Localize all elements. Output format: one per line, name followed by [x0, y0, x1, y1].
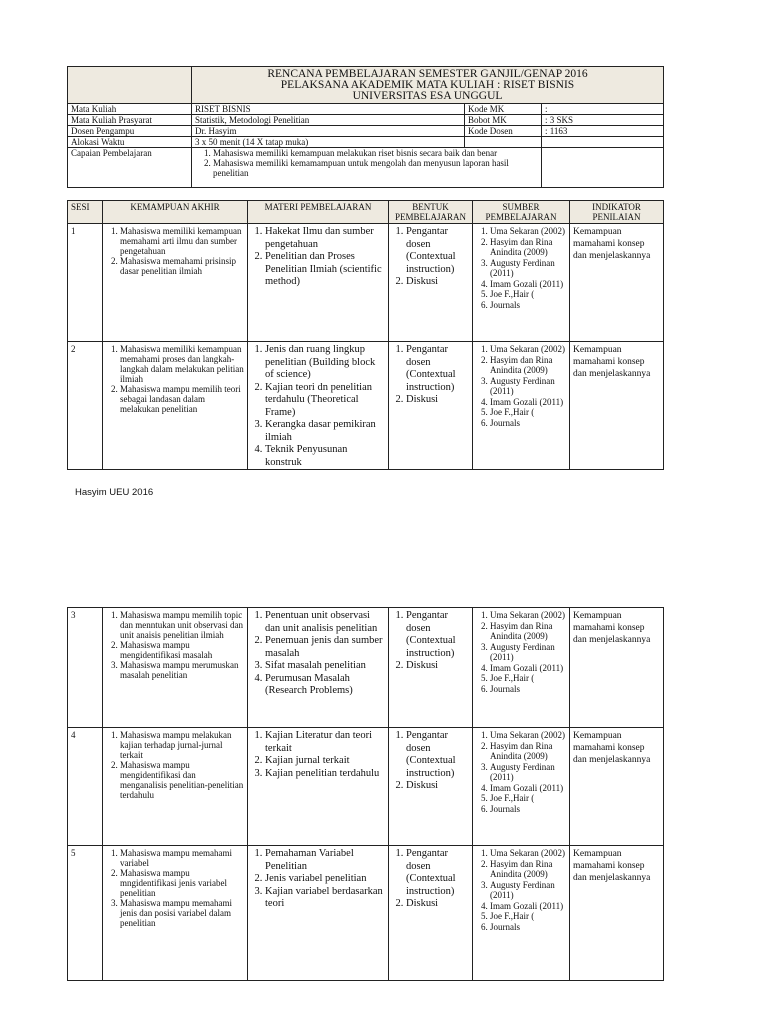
sumber-item: 6. Journals	[490, 684, 566, 695]
info-value: Statistik, Metodologi Penelitian	[192, 115, 465, 126]
capaian-label: Capaian Pembelajaran	[68, 148, 192, 188]
title-line-2: PELAKSANA AKADEMIK MATA KULIAH : RISET BISNIS	[280, 79, 575, 91]
session-row	[68, 728, 664, 846]
sumber-item: 1. Uma Sekaran (2002)	[490, 226, 566, 237]
capaian-item: 2. Mahasiswa memiliki kemamampuan untuk mengolah dan menyusun laporan hasil penelitian	[213, 158, 538, 178]
sumber-item: 6. Journals	[490, 804, 566, 815]
materi-item: 1. Penentuan unit observasi dan unit analisis penelitian	[265, 610, 385, 635]
info-right-value: :	[542, 104, 664, 115]
sumber-item: 2. Hasyim dan Rina Anindita (2009)	[490, 859, 566, 880]
kemampuan-item: 3. Mahasiswa mampu memahami jenis dan posisi variabel dalam penelitian	[120, 898, 244, 928]
materi-cell	[248, 728, 389, 846]
kemampuan-item: 1. Mahasiswa memiliki kemampuan memahami arti ilmu dan sumber pengetahuan	[120, 226, 244, 256]
sumber-item: 6. Journals	[490, 300, 566, 311]
bentuk-item: 1. Pengantar dosen (Contextual instruction)	[406, 848, 469, 898]
col-header-materi: MATERI PEMBELAJARAN	[248, 201, 389, 224]
column-header-row	[68, 201, 664, 224]
header-blank-cell	[68, 67, 192, 104]
bentuk-item: 1. Pengantar dosen (Contextual instruction)	[406, 610, 469, 660]
indikator-cell: Kemampuan mamahami konsep dan menjelaskannya	[570, 224, 664, 342]
materi-item: 2. Penemuan jenis dan sumber masalah	[265, 635, 385, 660]
bentuk-item: 2. Diskusi	[406, 660, 469, 673]
info-right-value: : 1163	[542, 126, 664, 137]
capaian-cell	[192, 148, 542, 188]
sumber-item: 3. Augusty Ferdinan (2011)	[490, 376, 566, 397]
kemampuan-item: 2. Mahasiswa mampu memilih teori sebagai landasan dalam melakukan penelitian	[120, 384, 244, 414]
bentuk-item: 1. Pengantar dosen (Contextual instruction)	[406, 730, 469, 780]
bentuk-cell	[389, 608, 473, 728]
materi-item: 3. Kerangka dasar pemikiran ilmiah	[265, 419, 385, 444]
sumber-item: 2. Hasyim dan Rina Anindita (2009)	[490, 355, 566, 376]
kemampuan-item: 1. Mahasiswa mampu melakukan kajian terhadap jurnal-jurnal terkait	[120, 730, 244, 760]
sumber-item: 5. Joe F.,Hair (	[490, 911, 566, 922]
info-row	[68, 126, 664, 137]
sumber-item: 5. Joe F.,Hair (	[490, 793, 566, 804]
sumber-cell	[473, 224, 570, 342]
col-header-sumber: SUMBER PEMBELAJARAN	[473, 201, 570, 224]
session-number: 2	[68, 342, 103, 470]
session-row	[68, 608, 664, 728]
info-label: Mata Kuliah	[68, 104, 192, 115]
kemampuan-item: 2. Mahasiswa mampu mngidentifikasi jenis variabel penelitian	[120, 868, 244, 898]
indikator-cell: Kemampuan mamahami konsep dan menjelaskannya	[570, 728, 664, 846]
info-row	[68, 104, 664, 115]
sumber-item: 5. Joe F.,Hair (	[490, 673, 566, 684]
kemampuan-cell	[103, 846, 248, 981]
info-label: Mata Kuliah Prasyarat	[68, 115, 192, 126]
bentuk-item: 2. Diskusi	[406, 276, 469, 289]
indikator-cell: Kemampuan mamahami konsep dan menjelaskannya	[570, 846, 664, 981]
bentuk-cell	[389, 342, 473, 470]
sumber-item: 6. Journals	[490, 418, 566, 429]
materi-item: 2. Kajian jurnal terkait	[265, 755, 385, 768]
info-right-label: Kode Dosen	[465, 126, 542, 137]
info-row	[68, 137, 664, 148]
kemampuan-item: 1. Mahasiswa mampu memahami variabel	[120, 848, 244, 868]
session-row	[68, 846, 664, 981]
materi-item: 3. Kajian penelitian terdahulu	[265, 768, 385, 781]
col-header-indikator: INDIKATOR PENILAIAN	[570, 201, 664, 224]
col-header-sesi: SESI	[68, 201, 103, 224]
sumber-item: 5. Joe F.,Hair (	[490, 289, 566, 300]
sumber-item: 1. Uma Sekaran (2002)	[490, 610, 566, 621]
sumber-item: 4. Imam Gozali (2011)	[490, 279, 566, 290]
materi-cell	[248, 342, 389, 470]
kemampuan-cell	[103, 224, 248, 342]
sumber-item: 3. Augusty Ferdinan (2011)	[490, 880, 566, 901]
info-right-label: Bobot MK	[465, 115, 542, 126]
col-header-bentuk: BENTUK PEMBELAJARAN	[389, 201, 473, 224]
capaian-item: 1. Mahasiswa memiliki kemampuan melakukan riset bisnis secara baik dan benar	[213, 148, 538, 158]
materi-item: 4. Teknik Penyusunan konstruk	[265, 444, 385, 469]
materi-item: 1. Pemahaman Variabel Penelitian	[265, 848, 385, 873]
sumber-item: 2. Hasyim dan Rina Anindita (2009)	[490, 621, 566, 642]
sumber-item: 1. Uma Sekaran (2002)	[490, 848, 566, 859]
sumber-item: 3. Augusty Ferdinan (2011)	[490, 258, 566, 279]
info-right-value	[542, 137, 664, 148]
session-row	[68, 342, 664, 470]
info-right-label: Kode MK	[465, 104, 542, 115]
info-label: Dosen Pengampu	[68, 126, 192, 137]
session-table-page1	[67, 200, 664, 470]
session-number: 1	[68, 224, 103, 342]
materi-item: 1. Kajian Literatur dan teori terkait	[265, 730, 385, 755]
info-row	[68, 115, 664, 126]
bentuk-cell	[389, 224, 473, 342]
capaian-empty	[542, 148, 664, 188]
session-row	[68, 224, 664, 342]
title-line-1: RENCANA PEMBELAJARAN SEMESTER GANJIL/GENAP 2016	[267, 68, 588, 80]
indikator-cell: Kemampuan mamahami konsep dan menjelaskannya	[570, 608, 664, 728]
sumber-item: 6. Journals	[490, 922, 566, 933]
bentuk-item: 1. Pengantar dosen (Contextual instruction)	[406, 226, 469, 276]
info-right-label	[465, 137, 542, 148]
sumber-cell	[473, 728, 570, 846]
bentuk-cell	[389, 846, 473, 981]
sumber-item: 2. Hasyim dan Rina Anindita (2009)	[490, 741, 566, 762]
kemampuan-item: 1. Mahasiswa memiliki kemampuan memahami proses dan langkah-langkah dalam melakukan pelitian ilmiah	[120, 344, 244, 384]
bentuk-item: 2. Diskusi	[406, 898, 469, 911]
kemampuan-cell	[103, 608, 248, 728]
session-number: 3	[68, 608, 103, 728]
kemampuan-item: 2. Mahasiswa memahami prisinsip dasar penelitian ilmiah	[120, 256, 244, 276]
materi-cell	[248, 846, 389, 981]
sumber-item: 4. Imam Gozali (2011)	[490, 663, 566, 674]
bentuk-item: 2. Diskusi	[406, 780, 469, 793]
info-label: Alokasi Waktu	[68, 137, 192, 148]
bentuk-item: 2. Diskusi	[406, 394, 469, 407]
footer-text: Hasyim UEU 2016	[75, 487, 154, 498]
kemampuan-item: 2. Mahasiswa mampu mengidentifikasi dan menganalisis penelitian-penelitian terdahulu	[120, 760, 244, 800]
kemampuan-item: 1. Mahasiswa mampu memilih topic dan menntukan unit observasi dan unit anaisis penelitian ilmiah	[120, 610, 244, 640]
capaian-row	[68, 148, 664, 188]
indikator-cell: Kemampuan mamahami konsep dan menjelaskannya	[570, 342, 664, 470]
materi-item: 2. Penelitian dan Proses Penelitian Ilmiah (scientific method)	[265, 251, 385, 289]
info-value: Dr. Hasyim	[192, 126, 465, 137]
sumber-item: 3. Augusty Ferdinan (2011)	[490, 642, 566, 663]
sumber-item: 4. Imam Gozali (2011)	[490, 397, 566, 408]
sumber-cell	[473, 608, 570, 728]
kemampuan-cell	[103, 728, 248, 846]
sumber-item: 5. Joe F.,Hair (	[490, 407, 566, 418]
kemampuan-item: 2. Mahasiswa mampu mengidentifikasi masalah	[120, 640, 244, 660]
materi-item: 4. Perumusan Masalah (Research Problems)	[265, 673, 385, 698]
sumber-item: 1. Uma Sekaran (2002)	[490, 344, 566, 355]
materi-cell	[248, 608, 389, 728]
materi-item: 1. Hakekat Ilmu dan sumber pengetahuan	[265, 226, 385, 251]
info-value: 3 x 50 menit (14 X tatap muka)	[192, 137, 465, 148]
bentuk-cell	[389, 728, 473, 846]
session-number: 4	[68, 728, 103, 846]
info-value: RISET BISNIS	[192, 104, 465, 115]
title-line-3: UNIVERSITAS ESA UNGGUL	[352, 90, 503, 102]
session-table-page2	[67, 607, 664, 981]
materi-item: 2. Kajian teori dn penelitian terdahulu (Theoretical Frame)	[265, 382, 385, 420]
bentuk-item: 1. Pengantar dosen (Contextual instruction)	[406, 344, 469, 394]
course-info-table	[67, 66, 664, 188]
kemampuan-item: 3. Mahasiswa mampu merumuskan masalah penelitian	[120, 660, 244, 680]
sumber-item: 1. Uma Sekaran (2002)	[490, 730, 566, 741]
materi-item: 3. Sifat masalah penelitian	[265, 660, 385, 673]
sumber-cell	[473, 846, 570, 981]
col-header-kemampuan: KEMAMPUAN AKHIR	[103, 201, 248, 224]
sumber-item: 3. Augusty Ferdinan (2011)	[490, 762, 566, 783]
document-title	[192, 67, 664, 104]
materi-item: 1. Jenis dan ruang lingkup penelitian (Building block of science)	[265, 344, 385, 382]
sumber-item: 2. Hasyim dan Rina Anindita (2009)	[490, 237, 566, 258]
info-right-value: : 3 SKS	[542, 115, 664, 126]
sumber-item: 4. Imam Gozali (2011)	[490, 783, 566, 794]
materi-cell	[248, 224, 389, 342]
kemampuan-cell	[103, 342, 248, 470]
materi-item: 2. Jenis variabel penelitian	[265, 873, 385, 886]
materi-item: 3. Kajian variabel berdasarkan teori	[265, 886, 385, 911]
session-number: 5	[68, 846, 103, 981]
sumber-cell	[473, 342, 570, 470]
sumber-item: 4. Imam Gozali (2011)	[490, 901, 566, 912]
